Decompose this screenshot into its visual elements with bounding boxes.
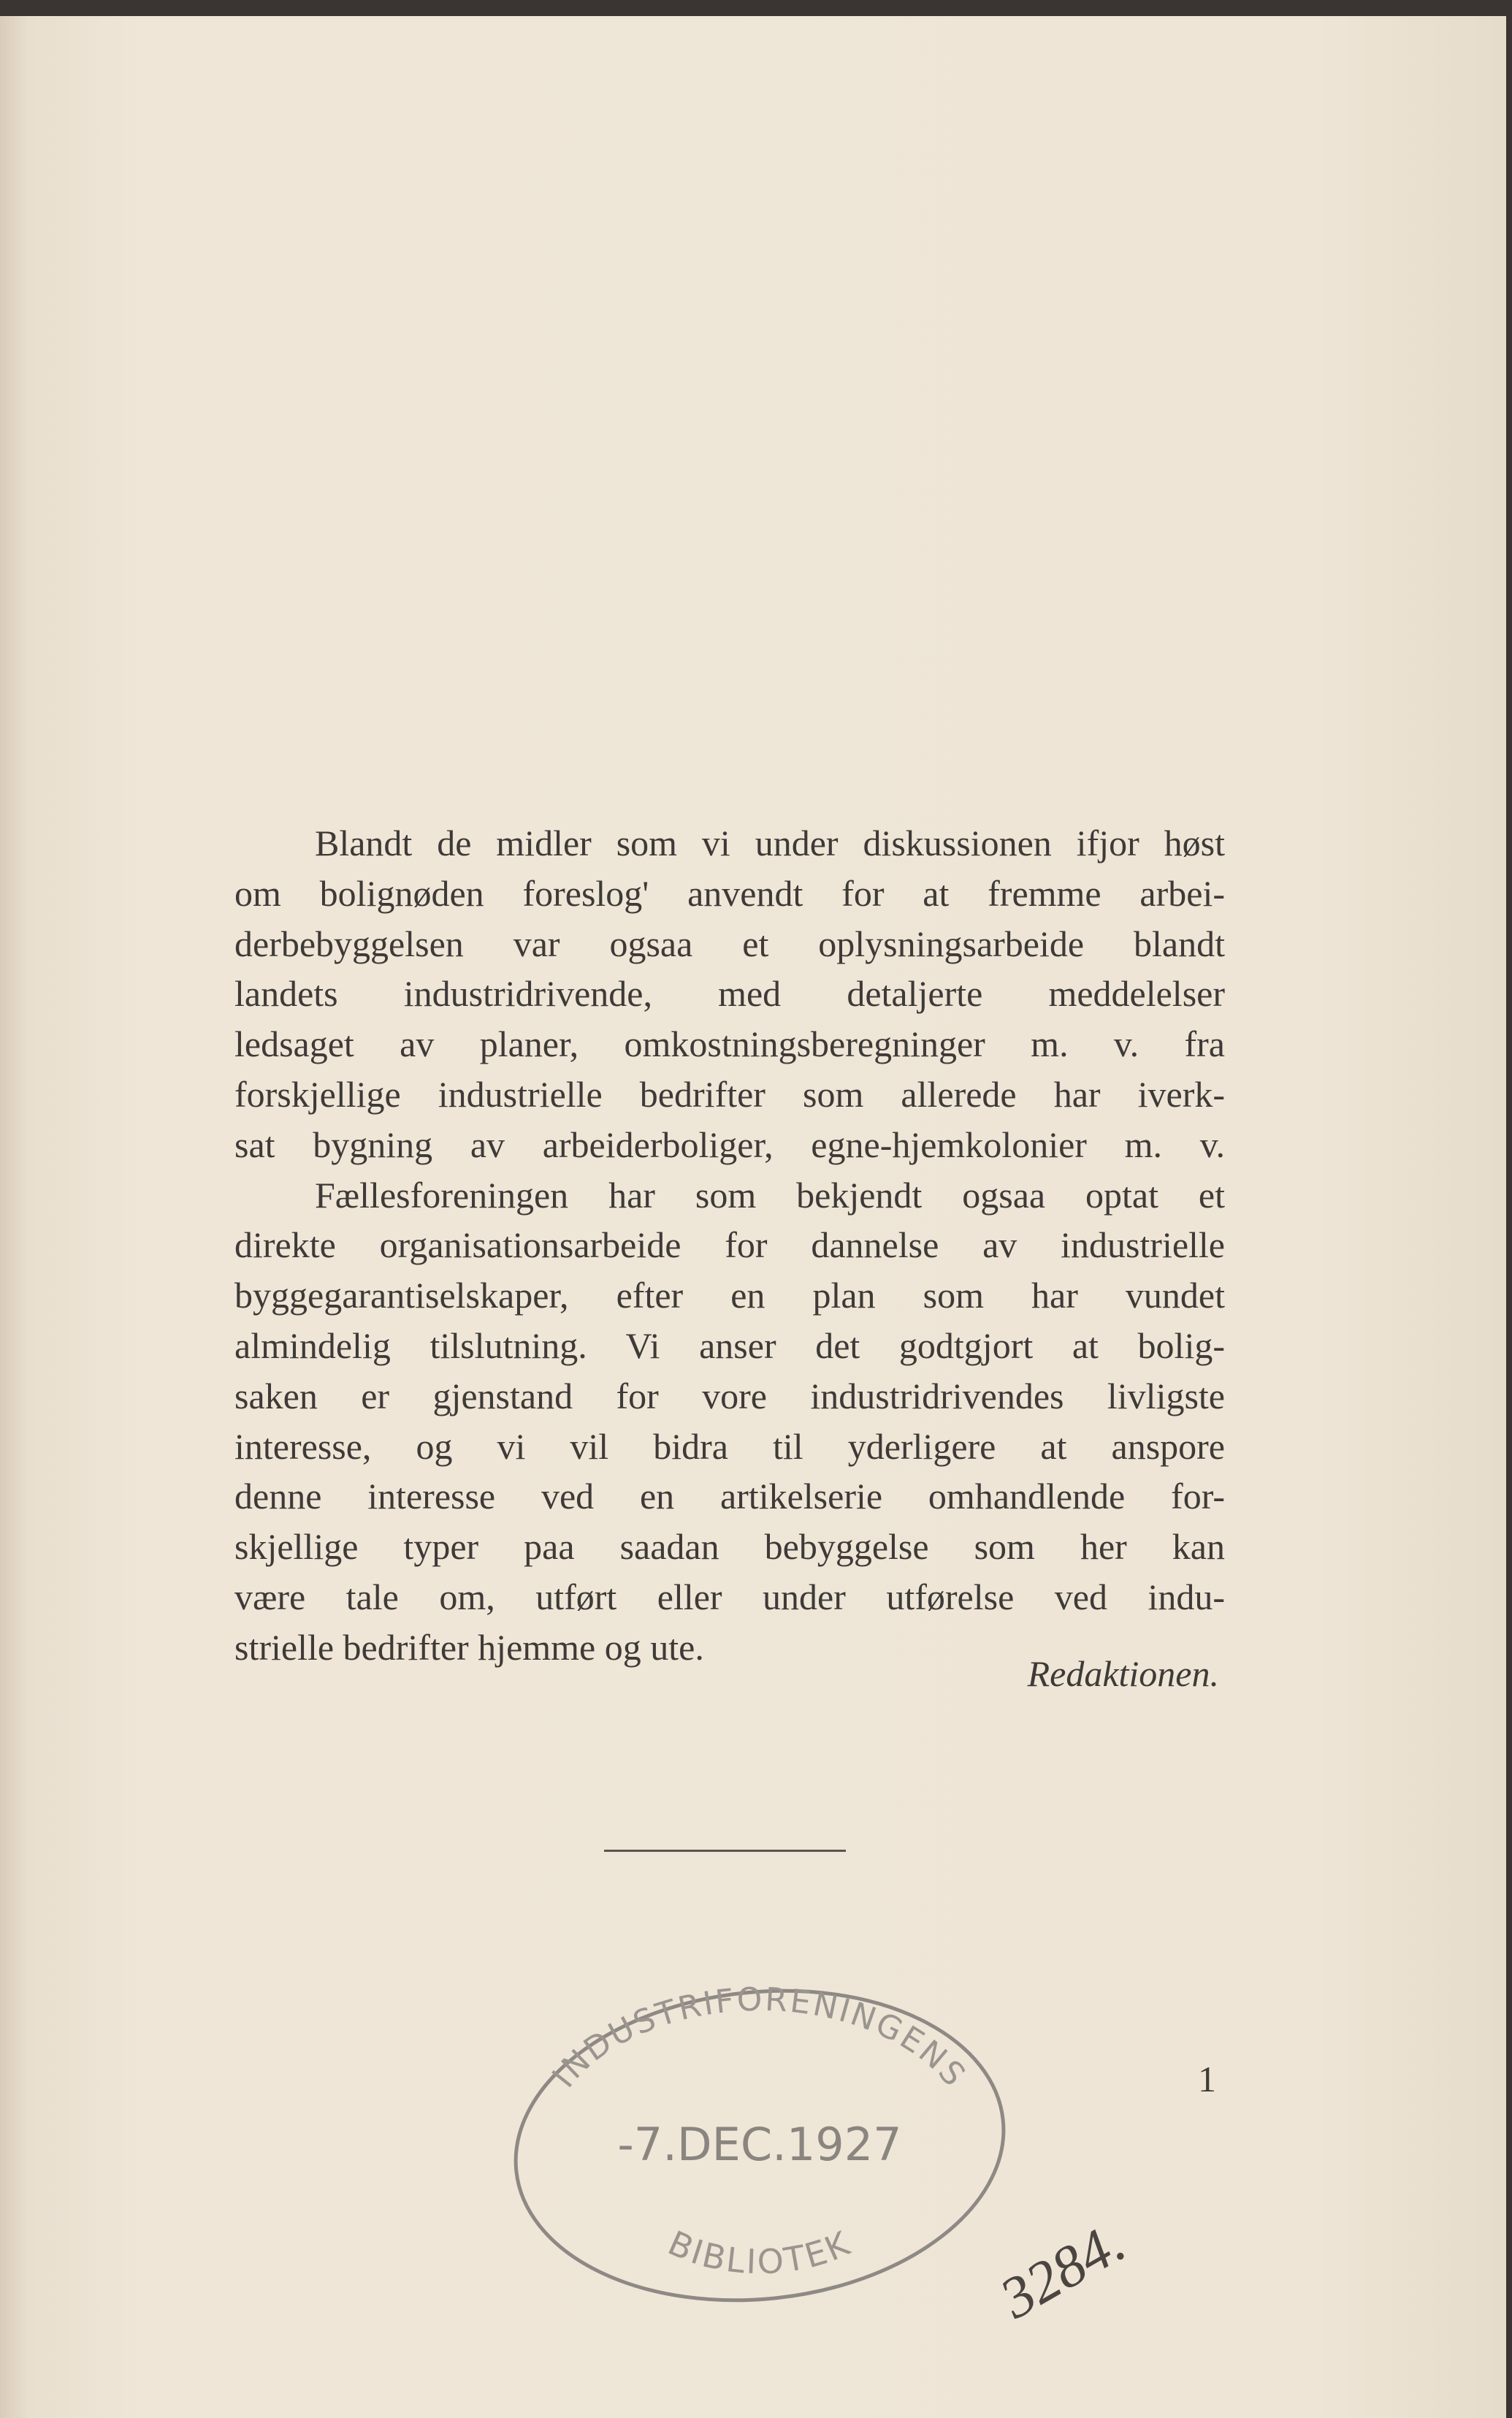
text-line: denne interesse ved en artikelserie omhandlende for- xyxy=(234,1476,1225,1517)
divider xyxy=(604,1850,846,1852)
text-line: saken er gjenstand for vore industridrivendes livligste xyxy=(234,1375,1225,1416)
handwritten-number: 3284. xyxy=(990,2210,1136,2332)
text-line: interesse, og vi vil bidra til yderligere at anspore xyxy=(234,1425,1225,1467)
text-line: byggegarantiselskaper, efter en plan som har vundet xyxy=(234,1275,1225,1316)
text-line: være tale om, utført eller under utførelse ved indu- xyxy=(234,1576,1225,1617)
library-stamp xyxy=(504,1981,1015,2303)
text-line: direkte organisationsarbeide for dannelse av industrielle xyxy=(234,1224,1225,1266)
stamp-bottom-text: BIBLIOTEK xyxy=(662,2222,858,2282)
document-page xyxy=(0,16,1506,2418)
text-line: om bolignøden foreslog' anvendt for at fremme arbei- xyxy=(234,872,1225,914)
text-line: strielle bedrifter hjemme og ute. xyxy=(234,1626,704,1668)
text-line: Fællesforeningen har som bekjendt ogsaa optat et xyxy=(315,1174,1225,1216)
text-line: ledsaget av planer, omkostningsberegninger m. v. fra xyxy=(234,1023,1225,1065)
text-line: almindelig tilslutning. Vi anser det godtgjort at bolig- xyxy=(234,1324,1225,1366)
text-line: skjellige typer paa saadan bebyggelse som her kan xyxy=(234,1526,1225,1568)
signature: Redaktionen. xyxy=(1027,1653,1219,1694)
page-number: 1 xyxy=(1198,2059,1216,2099)
stamp-date: -7.DEC.1927 xyxy=(617,2118,902,2171)
text-line: Blandt de midler som vi under diskussionen ifjor høst xyxy=(315,823,1225,863)
text-line: sat bygning av arbeiderboliger, egne-hjemkolonier m. v. xyxy=(234,1124,1225,1165)
text-line: forskjellige industrielle bedrifter som allerede har iverk- xyxy=(234,1073,1225,1115)
text-line: derbebyggelsen var ogsaa et oplysningsarbeide blandt xyxy=(234,923,1225,964)
editorial-text xyxy=(234,818,1225,1673)
text-line: landets industridrivende, med detaljerte meddelelser xyxy=(234,973,1225,1015)
stamp-top-text: INDUSTRIFORENINGENS xyxy=(545,1981,974,2095)
